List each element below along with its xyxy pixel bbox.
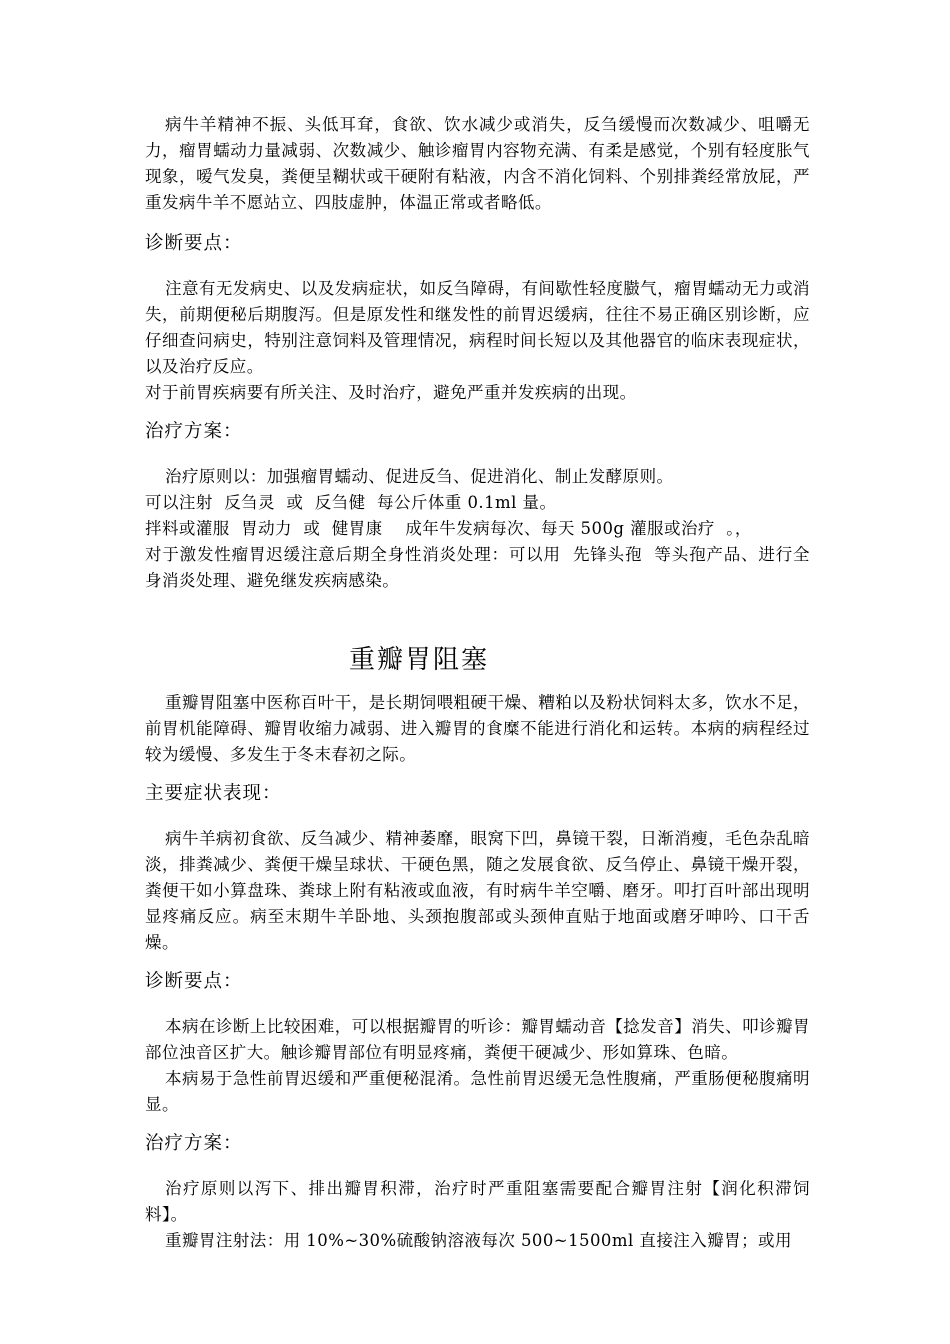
treatment-line: 可以注射 反刍灵 或 反刍健 每公斤体重 0.1ml 量。 (145, 493, 557, 512)
treatment-paragraph-2b: 重瓣胃注射法：用 10%~30%硫酸钠溶液每次 500~1500ml 直接注入瓣胃；或用 (165, 1231, 792, 1250)
treatment-line: 对于激发性瘤胃迟缓注意后期全身性消炎处理：可以用 先锋头孢 等头孢产品、进行全身消炎处理、避免继发疾病感染。 (145, 545, 810, 590)
treatment-heading-2: 治疗方案： (145, 1133, 243, 1154)
intro-paragraph: 重瓣胃阻塞中医称百叶干，是长期饲喂粗硬干燥、糟粕以及粉状饲料太多，饮水不足，前胃机能障碍、瓣胃收缩力减弱、进入瓣胃的食糜不能进行消化和运转。本病的病程经过较为缓慢、多发生于冬末春初之际。 (145, 693, 810, 764)
symptoms-paragraph-2: 病牛羊病初食欲、反刍减少、精神萎靡，眼窝下凹，鼻镜干裂，日渐消瘦，毛色杂乱暗淡，排粪减少、粪便干燥呈球状、干硬色黑，随之发展食欲、反刍停止、鼻镜干燥开裂，粪便干如小算盘珠、粪球上附有粘液或血液，有时病牛羊空嚼、磨牙。叩打百叶部出现明显疼痛反应。病至末期牛羊卧地、头颈抱腹部或头颈伸直贴于地面或磨牙呻吟、口干舌燥。 (145, 829, 810, 952)
diagnosis-paragraph: 注意有无发病史、以及发病症状，如反刍障碍，有间歇性轻度臌气，瘤胃蠕动无力或消失，前期便秘后期腹泻。但是原发性和继发性的前胃迟缓病，往往不易正确区别诊断，应仔细查问病史，特别注意饲料及管理情况，病程时间长短以及其他器官的临床表现症状，以及治疗反应。 (145, 279, 810, 376)
treatment-paragraph-2a: 治疗原则以泻下、排出瓣胃积滞，治疗时严重阻塞需要配合瓣胃注射【润化积滞饲料】。 (145, 1179, 810, 1224)
symptoms-paragraph: 病牛羊精神不振、头低耳耷，食欲、饮水减少或消失，反刍缓慢而次数减少、咀嚼无力，瘤胃蠕动力量减弱、次数减少、触诊瘤胃内容物充满、有柔是感觉，个别有轻度胀气现象，嗳气发臭，粪便呈糊状或干硬附有粘液，内含不消化饲料、个别排粪经常放屁，严重发病牛羊不愿站立、四肢虚肿，体温正常或者略低。 (145, 115, 810, 212)
document-page (145, 112, 810, 1254)
treatment-line: 治疗原则以：加强瘤胃蠕动、促进反刍、促进消化、制止发酵原则。 (165, 467, 674, 486)
diagnosis-paragraph-2b: 本病易于急性前胃迟缓和严重便秘混淆。急性前胃迟缓无急性腹痛，严重肠便秘腹痛明显。 (145, 1069, 810, 1114)
diagnosis-note: 对于前胃疾病要有所关注、及时治疗，避免严重并发疾病的出现。 (145, 383, 637, 402)
diagnosis-heading: 诊断要点： (145, 233, 243, 254)
section-title: 重瓣胃阻塞 (349, 645, 490, 675)
treatment-line: 拌料或灌服 胃动力 或 健胃康 成年牛发病每次、每天 500g 灌服或治疗 。， (145, 519, 752, 538)
symptoms-heading: 主要症状表现： (145, 783, 282, 804)
treatment-heading: 治疗方案： (145, 421, 243, 442)
diagnosis-paragraph-2a: 本病在诊断上比较困难，可以根据瓣胃的听诊：瓣胃蠕动音【捻发音】消失、叩诊瓣胃部位浊音区扩大。触诊瓣胃部位有明显疼痛，粪便干硬减少、形如算珠、色暗。 (145, 1017, 810, 1062)
diagnosis-heading-2: 诊断要点： (145, 971, 243, 992)
